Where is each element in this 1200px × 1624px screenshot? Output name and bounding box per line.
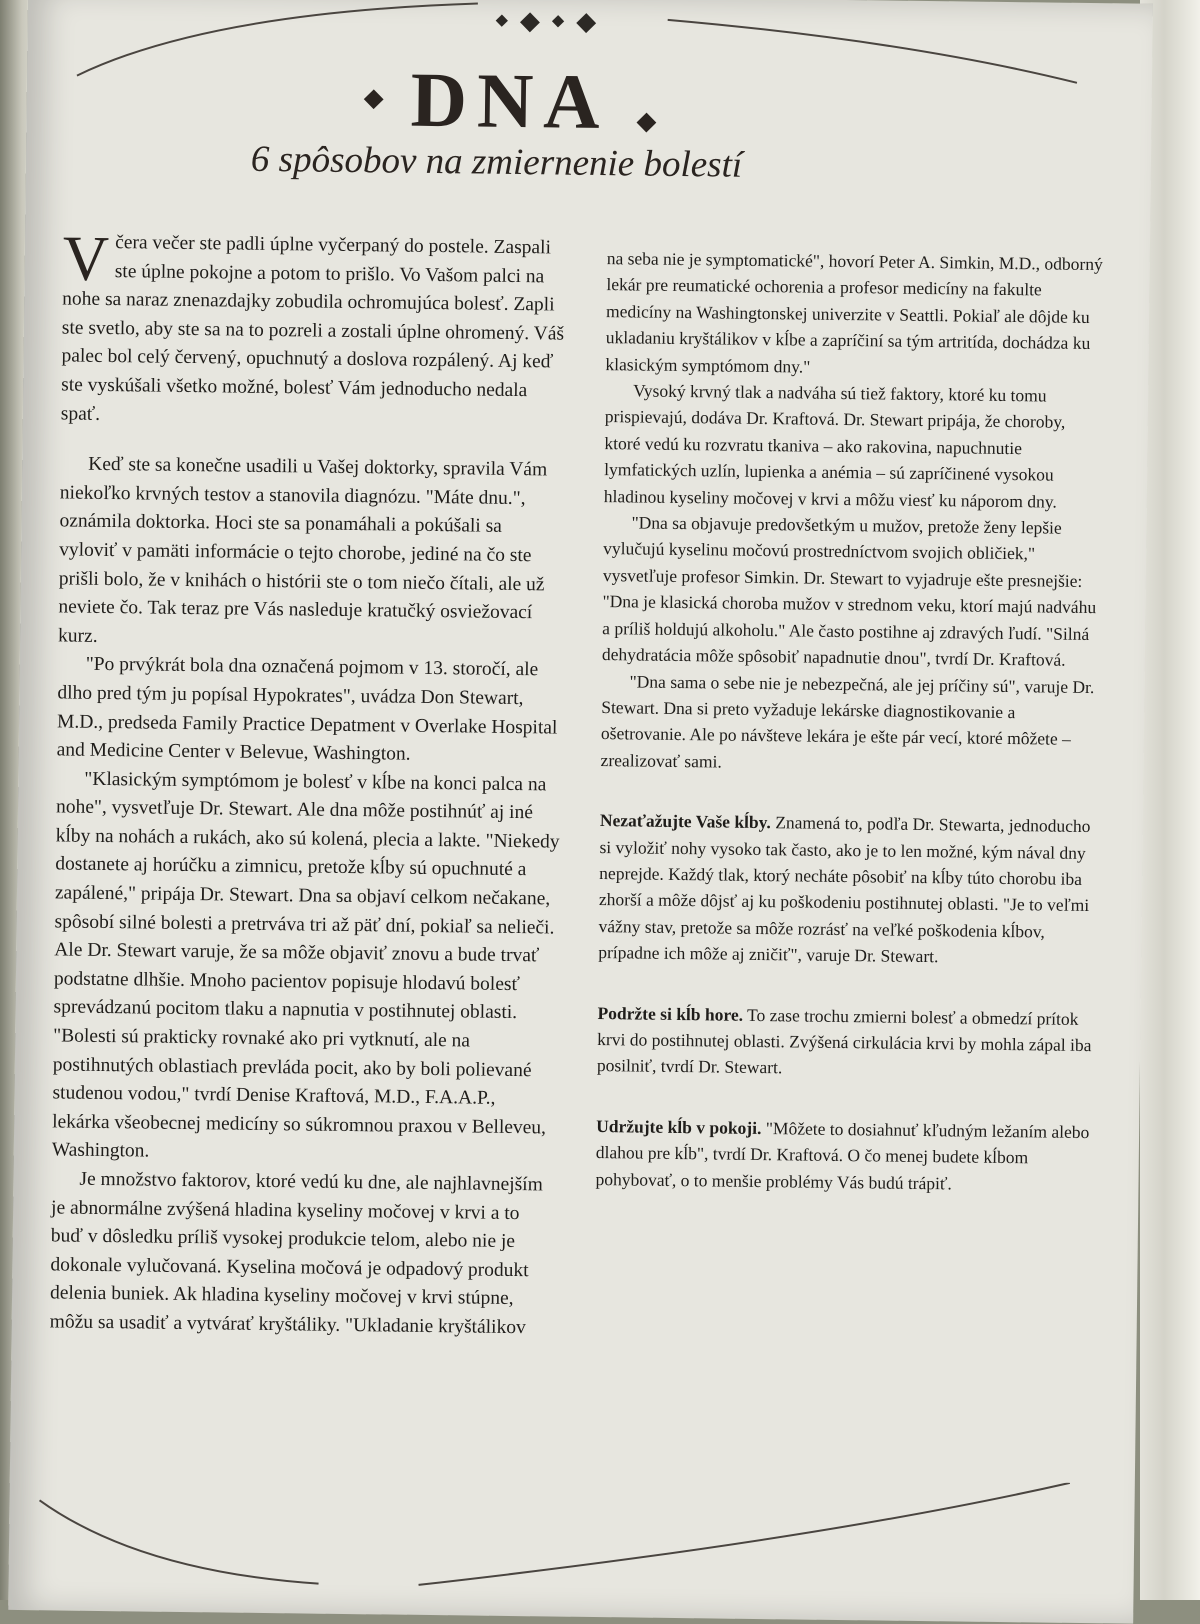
tip-text: Znamená to, podľa Dr. Stewarta, jednoducho si vyložiť nohy vysoko tak často, ako je to len možné, kým nával dny neprejde. Každý tlak, ktorý necháte pôsobiť na kĺby túto chorobu iba zhorší a môže dôjsť aj ku poškodeniu postihnutej oblasti. "Je to veľmi vážny stav, pretože sa môže rozrásť na veľké poškodenia kĺbov, prípadne ich môže aj zničiť", varuje Dr. Stewart. xyxy=(598,812,1091,967)
diamond-icon xyxy=(364,89,384,109)
tip-heading: Nezaťažujte Vaše kĺby. xyxy=(599,810,772,833)
ornament-diamond-icon: ◆ xyxy=(495,11,515,29)
top-ornament xyxy=(495,6,602,37)
title-row xyxy=(366,54,654,147)
right-column xyxy=(595,245,1107,1198)
paragraph: Je množstvo faktorov, ktoré vedú ku dne, ale najhlavnejším je abnormálne zvýšená hladina kyseliny močovej v krvi a to buď v dôsledku príliš vysokej produkcie telom, alebo nie je dokonale vylučovaná. Kyselina močová je odpadový produkt delenia buniek. Ak hladina kyseliny močovej v krvi stúpne, môžu sa usadiť a vytvárať kryštáliky. "Ukladanie kryštálikov xyxy=(49,1168,543,1339)
paragraph: "Dna sa objavuje predovšetkým u mužov, pretože ženy lepšie vylučujú kyselinu močovú prostredníctvom svojich obličiek," vysvetľuje profesor Simkin. Dr. Stewart to vyjadruje ešte presnejšie: "Dna je klasická choroba mužov v strednom veku, ktorí majú nadváhu a príliš holdujú alkoholu." Ale často postihne aj zdravých ľudí. "Silná dehydratácia môže spôsobiť napadnutie dnou", tvrdí Dr. Kraftová. xyxy=(601,512,1097,670)
article-subtitle: 6 spôsobov na zmiernenie bolestí xyxy=(250,138,743,186)
ornament-diamond-icon: ◆ xyxy=(551,12,571,30)
paragraph: "Dna sama o sebe nie je nebezpečná, ale jej príčiny sú", varuje Dr. Stewart. Dna si preto vyžaduje lekárske diagnostikovanie a ošetrovanie. Ale po návšteve lekára je ešte pár vecí, ktoré môžete –zrealizovať sami. xyxy=(600,670,1095,772)
tip-paragraph xyxy=(598,807,1100,972)
left-column xyxy=(49,222,569,1343)
tip-heading: Udržujte kĺb v pokoji. xyxy=(596,1115,762,1138)
paragraph xyxy=(60,222,568,434)
paragraph: "Klasickým symptómom je bolesť v kĺbe na konci palca na nohe", vysvetľuje Dr. Stewart. Ale dna môže postihnúť aj iné kĺby na nohách a rukách, ako sú kolená, plecia a lakte. "Niekedy dostanete aj horúčku a zimnicu, pretože kĺby sú opuchnuté a zapálené," pripája Dr. Stewart. Dna sa objaví celkom nečakane, spôsobí silné bolesti a pretrváva tri až päť dní, pokiaľ sa nelieči. Ale Dr. Stewart varuje, že sa môže objaviť znovu a bude trvať podstatne dlhšie. Mnoho pacientov popisuje hlodavú bolesť sprevádzanú pocitom tlaku a napnutia v postihnutej oblasti. "Bolesti sú prakticky rovnaké ako pri vytknutí, ale na postihnutých oblastiach prevláda pocit, ako by boli polievané studenou vodou," tvrdí Denise Kraftová, M.D., F.A.A.P., lekárka všeobecnej medicíny so súkromnou praxou v Belleveu, Washington. xyxy=(51,768,560,1162)
paragraph: na seba nie je symptomatické", hovorí Peter A. Simkin, M.D., odborný lekár pre reumatické ochorenia a profesor medicíny na fakulte medicíny na Washingtonskej univerzite v Seattli. Pokiaľ ale dôjde ku ukladaniu kryštálikov v kĺbe a zapríčiní sa tým artritída, dochádza ku klasickým symptómom dny." xyxy=(605,248,1103,377)
ornament-diamond-icon: ◆ xyxy=(519,6,547,36)
drop-cap: V xyxy=(62,222,110,295)
tip-text: "Môžete to dosiahnuť kľudným ležaním alebo dlahou pre kĺb", tvrdí Dr. Kraftová. O čo menej budete kĺbom pohybovať, o to menšie problémy Vás budú trápiť. xyxy=(595,1117,1090,1193)
tip-paragraph xyxy=(595,1113,1096,1198)
paragraph: Keď ste sa konečne usadili u Vašej doktorky, spravila Vám niekoľko krvných testov a stanovila diagnózu. "Máte dnu.", oznámila doktorka. Hoci ste sa ponamáhali a pokúšali sa vyloviť v pamäti informácie o tejto chorobe, jediné na čo ste prišli bolo, že v knihách o histórii ste o tom niečo čítali, ale už neviete čo. Tak teraz pre Vás nasleduje kratučký osviežovací kurz. xyxy=(57,453,548,647)
tip-paragraph xyxy=(597,1000,1098,1085)
tip-heading: Podržte si kĺb hore. xyxy=(597,1002,744,1025)
decorative-arc-bottom xyxy=(18,1470,1099,1603)
tip-text: To zase trochu zmierni bolesť a obmedzí prítok krvi do postihnutej oblasti. Zvýšená cirkulácia krvi by mohla zápal iba posilniť, tvrdí Dr. Stewart. xyxy=(596,1004,1092,1078)
article-title: DNA xyxy=(410,55,611,146)
ornament-diamond-icon: ◆ xyxy=(576,6,603,37)
book-page xyxy=(8,0,1153,1624)
paragraph: "Po prvýkrát bola dna označená pojmom v 13. storočí, ale dlho pred tým ju popísal Hypokrates", uvádza Don Stewart, M.D., predseda Family Practice Depatment v Overlake Hospital and Medicine Center v Belevue, Washington. xyxy=(56,654,558,765)
paragraph-text: čera večer ste padli úplne vyčerpaný do postele. Zaspali ste úplne pokojne a potom to prišlo. Vo Vašom palci na nohe sa naraz znenazdajky zobudila ochromujúca bolesť. Zapli ste svetlo, aby ste sa na to pozreli a zostali úplne ohromený. Váš palec bol celý červený, opuchnutý a doslova rozpálený. Aj keď ste vyskúšali všetko možné, bolesť Vám jednoducho nedala spať. xyxy=(60,232,565,425)
paragraph: Vysoký krvný tlak a nadváha sú tiež faktory, ktoré ku tomu prispievajú, dodáva Dr. Kraftová. Dr. Stewart pripája, že choroby, ktoré vedú ku rozvratu tkaniva – ako rakovina, napuchnutie lymfatických uzlín, lupienka a anémia – sú zapríčinené vysokou hladinou kyseliny močovej v krvi a môžu viesť ku náporom dny. xyxy=(603,380,1066,512)
